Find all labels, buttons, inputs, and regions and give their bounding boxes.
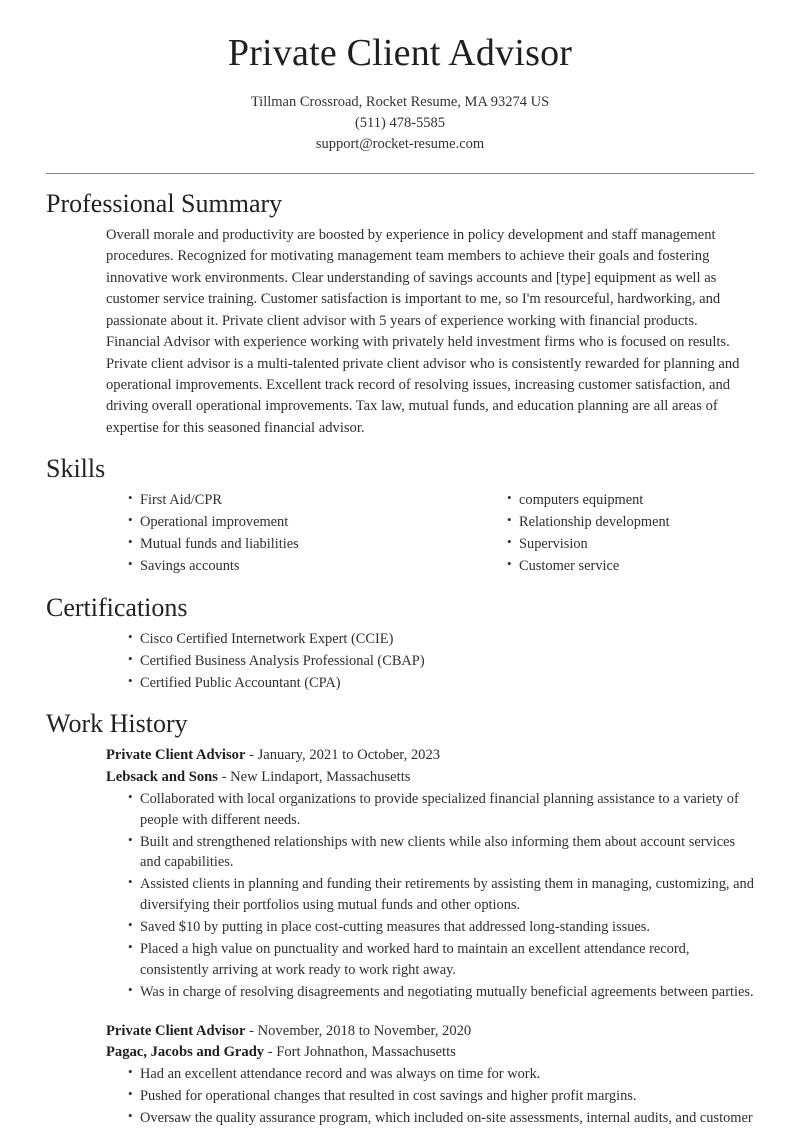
page-title: Private Client Advisor — [227, 32, 573, 74]
contact-phone: (511) 478-5585 — [354, 114, 446, 131]
summary-body — [46, 225, 754, 439]
job-company: Pagac, Jacobs and Grady — [106, 1044, 265, 1061]
job-bullet: • Collaborated with local organizations to provide specialized financial planning assistance to a variety of people with different needs. — [128, 789, 754, 831]
job-entry — [106, 745, 754, 1003]
job-bullet: • Oversaw the quality assurance program, which included on-site assessments, internal audits, and customer — [128, 1108, 754, 1129]
certifications-body — [46, 629, 754, 694]
job-bullet: • Had an excellent attendance record and was always on time for work. — [128, 1064, 754, 1085]
list-item: • Certified Business Analysis Professional (CBAP) — [128, 651, 754, 672]
job-bullet: • Built and strengthened relationships with new clients while also informing them about account services and capabilities. — [128, 832, 754, 874]
job-dates: - January, 2021 to October, 2023 — [245, 746, 441, 763]
contact-email: support@rocket-resume.com — [315, 135, 485, 152]
section-heading-skills: Skills — [46, 454, 106, 484]
skills-body — [46, 490, 754, 578]
section-certifications — [46, 592, 754, 694]
job-bullet: • Pushed for operational changes that resulted in cost savings and higher profit margins. — [128, 1086, 754, 1107]
list-item: • Cisco Certified Internetwork Expert (CCIE) — [128, 629, 754, 650]
job-bullet-list — [106, 789, 754, 1003]
job-title: Private Client Advisor — [106, 746, 246, 763]
list-item: • Supervision — [507, 534, 754, 555]
job-title-line — [106, 1021, 754, 1043]
list-item: • Operational improvement — [128, 512, 430, 533]
job-company: Lebsack and Sons — [106, 768, 218, 785]
job-bullet: • Saved $10 by putting in place cost-cutting measures that addressed long-standing issues. — [128, 917, 754, 938]
skills-column-left — [106, 490, 430, 578]
job-location: - New Lindaport, Massachusetts — [217, 768, 411, 785]
skills-list-right — [485, 490, 754, 577]
list-item: • Certified Public Accountant (CPA) — [128, 673, 754, 694]
job-title-line — [106, 745, 754, 767]
job-bullet: • Assisted clients in planning and funding their retirements by assisting them in managing, customizing, and diversifying their portfolios using mutual funds and other options. — [128, 874, 754, 916]
skills-column-right — [430, 490, 754, 578]
job-location: - Fort Johnathon, Massachusetts — [264, 1044, 456, 1061]
list-item: • Relationship development — [507, 512, 754, 533]
certifications-list — [106, 629, 754, 694]
work-history-body — [46, 745, 754, 1129]
skills-list-left — [106, 490, 430, 577]
summary-text: Overall morale and productivity are boosted by experience in policy development and staff management procedures. Recognized for motivating management team members to achieve their goals and fostering innovative work environments. Clear understanding of savings accounts and [type] equipment as well as customer service training. Customer satisfaction is important to me, so I'm resourceful, hardworking, and passionate about it. Private client advisor with 5 years of experience working with financial products. Financial Advisor with experience working with privately held investment firms who is focused on results. Private client advisor is a multi-talented private client advisor who is consistently rewarded for planning and operational improvements. Excellent track record of resolving issues, increasing customer satisfaction, and driving overall operational improvements. Tax law, mutual funds, and education planning are all areas of expertise for this seasoned financial advisor. — [106, 226, 740, 436]
section-heading-work-history: Work History — [46, 708, 188, 738]
contact-address: Tillman Crossroad, Rocket Resume, MA 93274 US — [250, 93, 550, 110]
section-professional-summary — [46, 188, 754, 440]
section-heading-summary: Professional Summary — [46, 188, 283, 218]
section-work-history — [46, 708, 754, 1129]
section-skills — [46, 453, 754, 578]
job-entry — [106, 1021, 754, 1129]
job-company-line — [106, 1042, 754, 1064]
work-history-jobs — [106, 745, 754, 1129]
job-bullet: • Placed a high value on punctuality and worked hard to maintain an excellent attendance record, consistently arriving at work ready to work right away. — [128, 939, 754, 981]
job-bullet: • Was in charge of resolving disagreements and negotiating mutually beneficial agreements between parties. — [128, 982, 754, 1003]
job-dates: - November, 2018 to November, 2020 — [245, 1022, 472, 1039]
list-item: • computers equipment — [507, 490, 754, 511]
skills-columns — [106, 490, 754, 578]
list-item: • First Aid/CPR — [128, 490, 430, 511]
resume-header — [46, 0, 754, 174]
list-item: • Customer service — [507, 556, 754, 577]
job-bullet-list — [106, 1064, 754, 1129]
section-heading-certifications: Certifications — [46, 592, 188, 622]
job-company-line — [106, 767, 754, 789]
job-title: Private Client Advisor — [106, 1022, 246, 1039]
list-item: • Mutual funds and liabilities — [128, 534, 430, 555]
header-divider — [46, 173, 754, 174]
list-item: • Savings accounts — [128, 556, 430, 577]
